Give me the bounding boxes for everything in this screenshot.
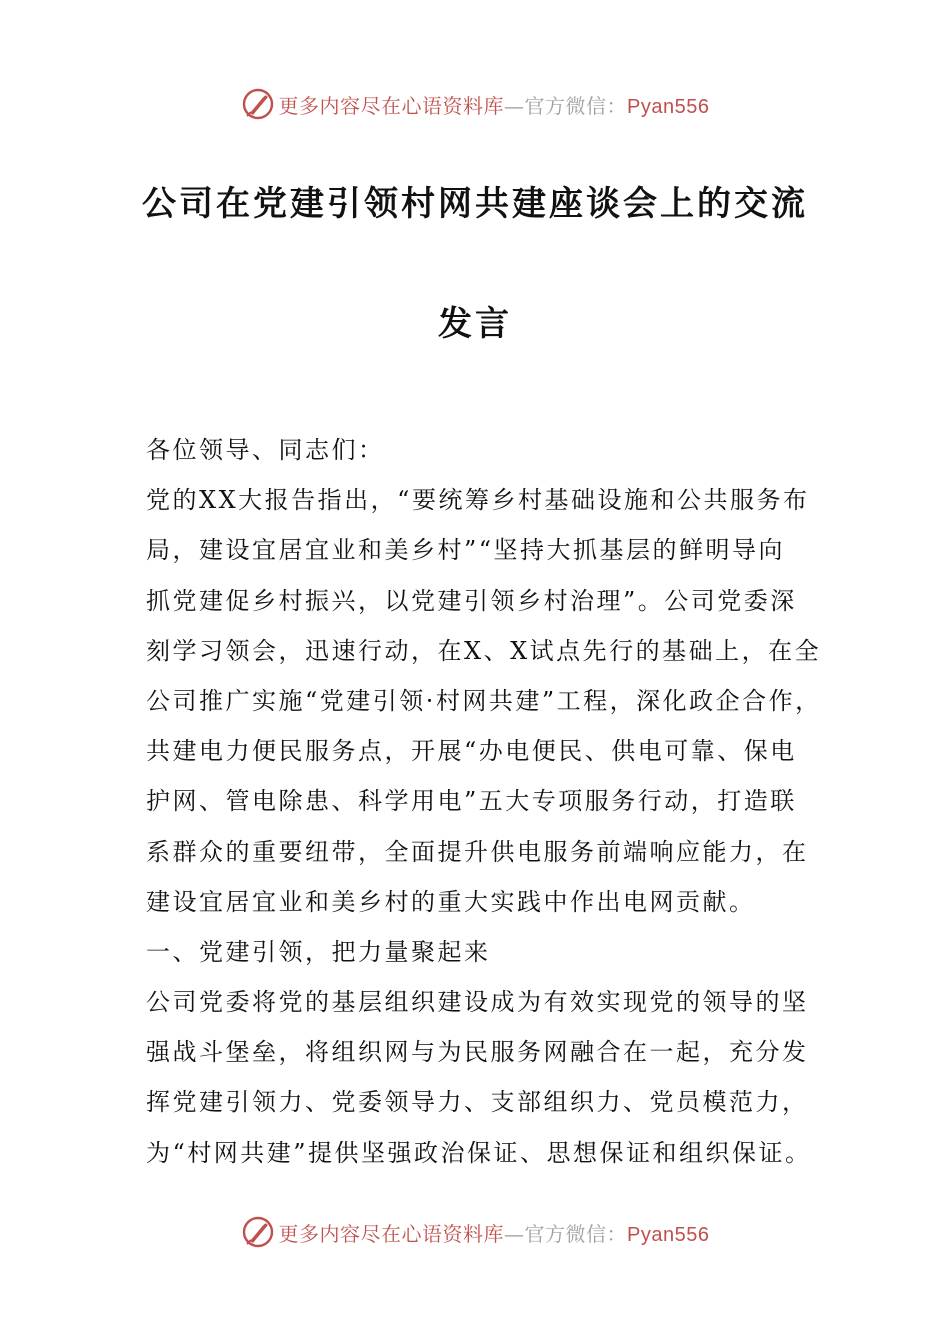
paragraph-line: 系群众的重要纽带，全面提升供电服务前端响应能力，在 (146, 837, 809, 866)
watermark-dash: — (504, 93, 525, 118)
section-heading: 一、党建引领，把力量聚起来 (146, 937, 491, 966)
paragraph-line: 共建电力便民服务点，开展“办电便民、供电可靠、保电 (146, 737, 797, 766)
top-watermark-banner (0, 84, 950, 124)
paragraph-line: 抓党建促乡村振兴，以党建引领乡村治理”。公司党委深 (146, 586, 797, 615)
paragraph-line: 挥党建引领力、党委领导力、支部组织力、党员模范力， (146, 1088, 809, 1117)
paragraph-line: 为“村网共建”提供坚强政治保证、思想保证和组织保证。 (146, 1138, 812, 1167)
bottom-watermark-banner (0, 1212, 950, 1252)
quill-pen-logo-icon (241, 87, 275, 121)
document-body (146, 425, 836, 1178)
watermark-text (279, 1218, 710, 1247)
greeting-line: 各位领导、同志们： (146, 436, 385, 464)
paragraph-line: 护网、管电除患、科学用电”五大专项服务行动，打造联 (146, 787, 797, 816)
paragraph-line: 强战斗堡垒，将组织网与为民服务网融合在一起，充分发 (146, 1038, 809, 1067)
watermark-main-text: 更多内容尽在心语资料库 (278, 1221, 505, 1246)
watermark-dash: — (504, 1221, 525, 1246)
paragraph-line: 建设宜居宜业和美乡村的重大实践中作出电网贡献。 (146, 887, 756, 916)
watermark-text (279, 90, 710, 119)
paragraph-line: 党的XX大报告指出，“要统筹乡村基础设施和公共服务布 (146, 486, 810, 515)
watermark-main-text: 更多内容尽在心语资料库 (278, 93, 505, 118)
watermark-wechat-id: Pyan556 (627, 1223, 710, 1246)
watermark-wechat-id: Pyan556 (627, 95, 710, 118)
paragraph-line: 公司党委将党的基层组织建设成为有效实现党的领导的坚 (146, 988, 809, 1017)
quill-pen-logo-icon (241, 1215, 275, 1249)
paragraph-line: 刻学习领会，迅速行动，在X、X试点先行的基础上，在全 (146, 636, 822, 665)
watermark-wechat-label: 官方微信： (524, 1221, 628, 1246)
paragraph-line: 局，建设宜居宜业和美乡村”“坚持大抓基层的鲜明导向 (146, 536, 786, 565)
document-title-line-1: 公司在党建引领村网共建座谈会上的交流 (142, 184, 808, 224)
watermark-wechat-label: 官方微信： (524, 93, 628, 118)
paragraph-line: 公司推广实施“党建引领·村网共建”工程，深化政企合作， (146, 686, 822, 715)
document-title-line-2: 发言 (438, 304, 512, 344)
